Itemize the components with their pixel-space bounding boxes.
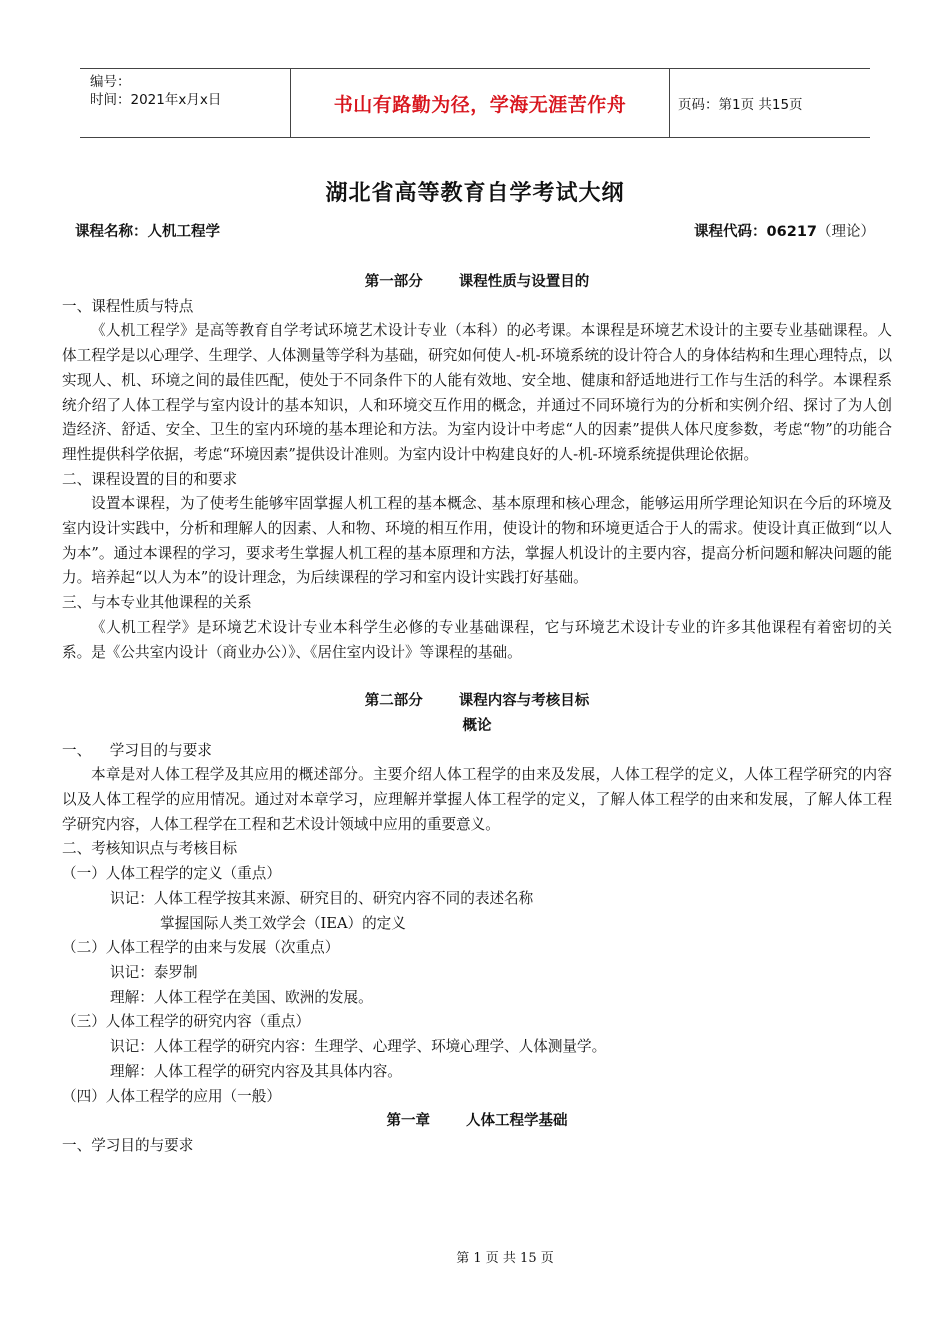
page-footer: 第 1 页 共 15 页 — [456, 1251, 554, 1266]
knowledge-point-line: 识记：人体工程学按其来源、研究目的、研究内容不同的表述名称 — [110, 889, 534, 907]
knowledge-point-line: 理解：人体工程学的研究内容及其具体内容。 — [110, 1062, 402, 1080]
knowledge-point-line: 掌握国际人类工效学会（IEA）的定义 — [160, 914, 406, 932]
document-body — [62, 270, 892, 1159]
knowledge-point-line: 识记：泰罗制 — [110, 963, 198, 981]
part1-heading: 第一部分 课程性质与设置目的 — [364, 274, 590, 290]
document-title: 湖北省高等教育自学考试大纲 — [325, 181, 625, 206]
knowledge-point-heading: （二）人体工程学的由来与发展（次重点） — [62, 939, 340, 957]
section-paragraph: 本章是对人体工程学及其应用的概述部分。主要介绍人体工程学的由来及发展，人体工程学的定义，人体工程学研究的内容以及人体工程学的应用情况。通过对本章学习，应理解并掌握人体工程学的定义，了解人体工程学的由来和发展，了解人体工程学研究内容，人体工程学在工程和艺术设计领域中应用的重要意义。 — [62, 766, 892, 833]
knowledge-point-heading: （一）人体工程学的定义（重点） — [62, 865, 281, 883]
part2-heading: 第二部分 课程内容与考核目标 — [364, 693, 590, 710]
chapter1-heading: 第一章 人体工程学基础 — [386, 1113, 568, 1130]
knowledge-point-line: 理解：人体工程学在美国、欧洲的发展。 — [110, 988, 373, 1006]
section-title: 二、考核知识点与考核目标 — [62, 840, 238, 858]
section-title: 三、与本专业其他课程的关系 — [62, 594, 252, 612]
course-code-note: （理论） — [817, 224, 875, 240]
course-code — [694, 220, 875, 241]
time-label: 时间：2021年x月x日 — [90, 92, 222, 108]
header-info-cell — [80, 69, 290, 137]
course-meta — [75, 220, 875, 242]
course-name: 课程名称：人机工程学 — [75, 224, 220, 240]
knowledge-point-line: 识记：人体工程学的研究内容：生理学、心理学、环境心理学、人体测量学。 — [110, 1038, 607, 1056]
section-title: 一、学习目的与要求 — [62, 1136, 194, 1154]
knowledge-point-heading: （三）人体工程学的研究内容（重点） — [62, 1013, 311, 1031]
overview-heading: 概论 — [462, 717, 492, 734]
section-paragraph: 《人机工程学》是环境艺术设计专业本科学生必修的专业基础课程，它与环境艺术设计专业的许多其他课程有着密切的关系。是《公共室内设计（商业办公）》、《居住室内设计》等课程的基础。 — [62, 618, 892, 661]
page-header — [80, 68, 870, 138]
serial-number-label: 编号： — [90, 74, 131, 90]
section-paragraph: 设置本课程，为了使考生能够牢固掌握人机工程的基本概念、基本原理和核心理念，能够运用所学理论知识在今后的环境及室内设计实践中，分析和理解人的因素、人和物、环境的相互作用，使设计的物和环境更适合于人的需求。使设计真正做到“以人为本”。通过本课程的学习，要求考生掌握人机工程的基本原理和方法，掌握人机设计的主要内容，提高分析问题和解决问题的能力。培养起“以人为本”的设计理念，为后续课程的学习和室内设计实践打好基础。 — [62, 495, 892, 587]
header-motto: 书山有路勤为径，学海无涯苦作舟 — [290, 69, 670, 137]
section-title: 一、课程性质与特点 — [62, 297, 194, 315]
section-title: 一、 学习目的与要求 — [62, 741, 212, 759]
section-paragraph: 《人机工程学》是高等教育自学考试环境艺术设计专业（本科）的必考课。本课程是环境艺术设计的主要专业基础课程。人体工程学是以心理学、生理学、人体测量等学科为基础，研究如何使人-机-环境系统的设计符合人的身体结构和生理心理特点，以实现人、机、环境之间的最佳匹配，使处于不同条件下的人能有效地、安全地、健康和舒适地进行工作与生活的科学。本课程系统介绍了人体工程学与室内设计的基本知识，人和环境交互作用的概念，并通过不同环境行为的分析和实例介绍、探讨了为人创造经济、舒适、安全、卫生的室内环境的基本理论和方法。为室内设计中考虑“人的因素”提供人体尺度参数，考虑“物”的功能合理性提供科学依据，考虑“环境因素”提供设计准则。为室内设计中构建良好的人-机-环境系统提供理论依据。 — [62, 322, 892, 463]
knowledge-point-heading: （四）人体工程学的应用（一般） — [62, 1087, 281, 1105]
course-code-label: 课程代码：06217 — [694, 224, 817, 240]
section-title: 二、课程设置的目的和要求 — [62, 470, 238, 488]
header-page-code: 页码：第1页 共15页 — [678, 97, 803, 113]
